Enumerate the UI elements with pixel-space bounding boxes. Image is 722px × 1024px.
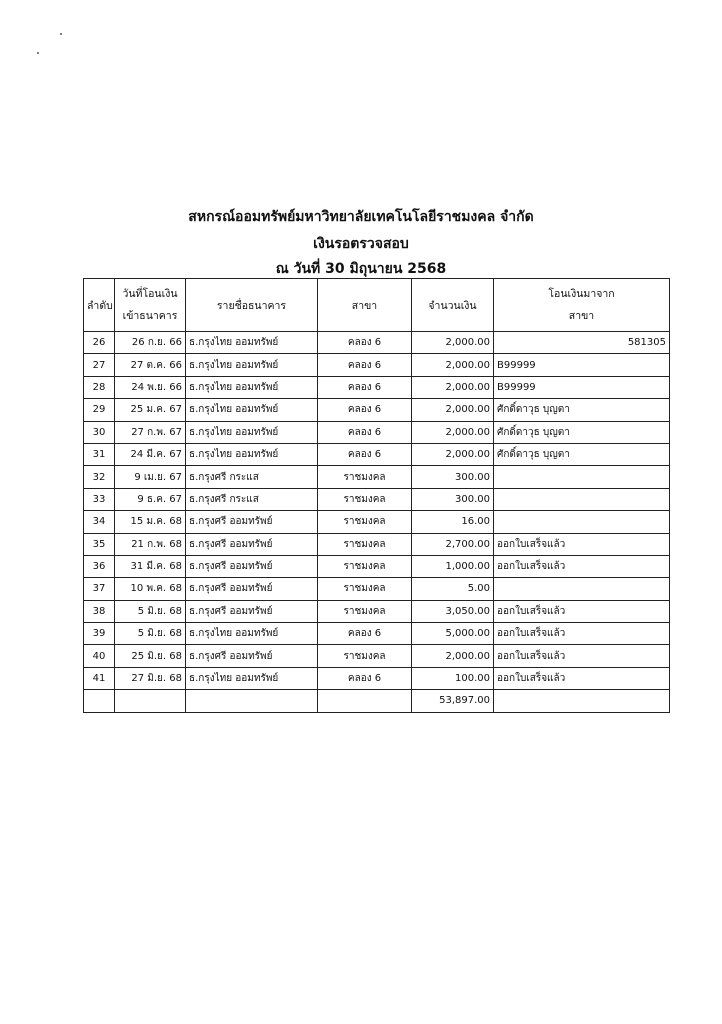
transfer-date-cell: 26 ก.ย. 66 [115, 332, 186, 354]
table-row [84, 421, 670, 443]
table-row [84, 600, 670, 622]
branch-cell: คลอง 6 [318, 354, 412, 376]
bank-name-cell: ธ.กรุงไทย ออมทรัพย์ [186, 443, 318, 465]
total-empty-cell [84, 690, 115, 712]
source-cell: B99999 [494, 354, 670, 376]
total-empty-cell [494, 690, 670, 712]
source-cell: ออกใบเสร็จแล้ว [494, 555, 670, 577]
bank-name-cell: ธ.กรุงศรี ออมทรัพย์ [186, 555, 318, 577]
amount-cell: 300.00 [412, 488, 494, 510]
row-number-cell: 32 [84, 466, 115, 488]
branch-cell: ราชมงคล [318, 511, 412, 533]
amount-cell: 2,000.00 [412, 421, 494, 443]
scan-speck [60, 33, 62, 35]
table-row [84, 555, 670, 577]
table-row [84, 466, 670, 488]
table-row [84, 645, 670, 667]
row-number-cell: 36 [84, 555, 115, 577]
amount-cell: 16.00 [412, 511, 494, 533]
amount-cell: 2,700.00 [412, 533, 494, 555]
table-row [84, 578, 670, 600]
source-cell: ศักดิ์ดาวุธ บุญตา [494, 443, 670, 465]
row-number-cell: 38 [84, 600, 115, 622]
source-cell: B99999 [494, 376, 670, 398]
total-empty-cell [186, 690, 318, 712]
header-source: โอนเงินมาจาก สาขา [494, 279, 670, 332]
source-cell: ออกใบเสร็จแล้ว [494, 600, 670, 622]
header-bank: รายชื่อธนาคาร [186, 279, 318, 332]
transfer-date-cell: 15 ม.ค. 68 [115, 511, 186, 533]
transfer-date-cell: 10 พ.ค. 68 [115, 578, 186, 600]
row-number-cell: 41 [84, 667, 115, 689]
branch-cell: ราชมงคล [318, 645, 412, 667]
transfer-date-cell: 5 มิ.ย. 68 [115, 600, 186, 622]
source-cell: 581305 [494, 332, 670, 354]
bank-name-cell: ธ.กรุงไทย ออมทรัพย์ [186, 332, 318, 354]
table-header-row [84, 279, 670, 332]
table-row [84, 354, 670, 376]
table-row [84, 533, 670, 555]
table-row [84, 488, 670, 510]
transfer-date-cell: 21 ก.พ. 68 [115, 533, 186, 555]
amount-cell: 2,000.00 [412, 399, 494, 421]
branch-cell: คลอง 6 [318, 399, 412, 421]
table-row [84, 667, 670, 689]
amount-cell: 2,000.00 [412, 645, 494, 667]
source-cell [494, 488, 670, 510]
branch-cell: ราชมงคล [318, 578, 412, 600]
branch-cell: ราชมงคล [318, 466, 412, 488]
table-row [84, 623, 670, 645]
document-subtitle: เงินรอตรวจสอบ [313, 236, 409, 252]
bank-name-cell: ธ.กรุงไทย ออมทรัพย์ [186, 354, 318, 376]
bank-name-cell: ธ.กรุงศรี ออมทรัพย์ [186, 533, 318, 555]
transfer-date-cell: 27 ต.ค. 66 [115, 354, 186, 376]
header-date: วันที่โอนเงิน เข้าธนาคาร [115, 279, 186, 332]
source-cell: ศักดิ์ดาวุธ บุญตา [494, 399, 670, 421]
branch-cell: คลอง 6 [318, 623, 412, 645]
bank-name-cell: ธ.กรุงศรี กระแส [186, 488, 318, 510]
amount-cell: 1,000.00 [412, 555, 494, 577]
document-title: สหกรณ์ออมทรัพย์มหาวิทยาลัยเทคโนโลยีราชมงคล จำกัด [188, 209, 534, 225]
transfer-date-cell: 25 มิ.ย. 68 [115, 645, 186, 667]
transfer-date-cell: 9 เม.ย. 67 [115, 466, 186, 488]
source-cell: ออกใบเสร็จแล้ว [494, 645, 670, 667]
bank-name-cell: ธ.กรุงศรี กระแส [186, 466, 318, 488]
transfer-date-cell: 24 มี.ค. 67 [115, 443, 186, 465]
row-number-cell: 33 [84, 488, 115, 510]
transfer-date-cell: 27 มิ.ย. 68 [115, 667, 186, 689]
amount-cell: 3,050.00 [412, 600, 494, 622]
row-number-cell: 28 [84, 376, 115, 398]
branch-cell: ราชมงคล [318, 488, 412, 510]
transfer-date-cell: 27 ก.พ. 67 [115, 421, 186, 443]
document-date: ณ วันที่ 30 มิถุนายน 2568 [275, 261, 447, 277]
transfer-date-cell: 24 พ.ย. 66 [115, 376, 186, 398]
amount-cell: 5.00 [412, 578, 494, 600]
branch-cell: คลอง 6 [318, 376, 412, 398]
row-number-cell: 39 [84, 623, 115, 645]
table-row [84, 511, 670, 533]
pending-funds-table [83, 278, 670, 713]
branch-cell: คลอง 6 [318, 421, 412, 443]
row-number-cell: 40 [84, 645, 115, 667]
branch-cell: ราชมงคล [318, 533, 412, 555]
total-empty-cell [318, 690, 412, 712]
branch-cell: คลอง 6 [318, 332, 412, 354]
bank-name-cell: ธ.กรุงไทย ออมทรัพย์ [186, 667, 318, 689]
row-number-cell: 27 [84, 354, 115, 376]
table-row [84, 443, 670, 465]
branch-cell: คลอง 6 [318, 443, 412, 465]
amount-cell: 2,000.00 [412, 443, 494, 465]
bank-name-cell: ธ.กรุงไทย ออมทรัพย์ [186, 376, 318, 398]
row-number-cell: 37 [84, 578, 115, 600]
bank-name-cell: ธ.กรุงศรี ออมทรัพย์ [186, 511, 318, 533]
transfer-date-cell: 31 มี.ค. 68 [115, 555, 186, 577]
row-number-cell: 34 [84, 511, 115, 533]
source-cell [494, 466, 670, 488]
row-number-cell: 30 [84, 421, 115, 443]
total-row [84, 690, 670, 712]
source-cell: ออกใบเสร็จแล้ว [494, 623, 670, 645]
bank-name-cell: ธ.กรุงศรี ออมทรัพย์ [186, 645, 318, 667]
total-amount: 53,897.00 [412, 690, 494, 712]
amount-cell: 100.00 [412, 667, 494, 689]
amount-cell: 2,000.00 [412, 354, 494, 376]
branch-cell: คลอง 6 [318, 667, 412, 689]
amount-cell: 2,000.00 [412, 332, 494, 354]
branch-cell: ราชมงคล [318, 600, 412, 622]
transfer-date-cell: 9 ธ.ค. 67 [115, 488, 186, 510]
total-empty-cell [115, 690, 186, 712]
table-row [84, 399, 670, 421]
transfer-date-cell: 5 มิ.ย. 68 [115, 623, 186, 645]
table-row [84, 332, 670, 354]
branch-cell: ราชมงคล [318, 555, 412, 577]
table-row [84, 376, 670, 398]
row-number-cell: 31 [84, 443, 115, 465]
bank-name-cell: ธ.กรุงศรี ออมทรัพย์ [186, 600, 318, 622]
source-cell: ออกใบเสร็จแล้ว [494, 533, 670, 555]
header-amount: จำนวนเงิน [412, 279, 494, 332]
bank-name-cell: ธ.กรุงศรี ออมทรัพย์ [186, 578, 318, 600]
amount-cell: 2,000.00 [412, 376, 494, 398]
source-cell [494, 578, 670, 600]
row-number-cell: 29 [84, 399, 115, 421]
bank-name-cell: ธ.กรุงไทย ออมทรัพย์ [186, 623, 318, 645]
scan-speck [37, 52, 39, 54]
source-cell: ศักดิ์ดาวุธ บุญตา [494, 421, 670, 443]
bank-name-cell: ธ.กรุงไทย ออมทรัพย์ [186, 421, 318, 443]
header-branch: สาขา [318, 279, 412, 332]
amount-cell: 5,000.00 [412, 623, 494, 645]
row-number-cell: 26 [84, 332, 115, 354]
source-cell: ออกใบเสร็จแล้ว [494, 667, 670, 689]
row-number-cell: 35 [84, 533, 115, 555]
transfer-date-cell: 25 ม.ค. 67 [115, 399, 186, 421]
bank-name-cell: ธ.กรุงไทย ออมทรัพย์ [186, 399, 318, 421]
header-no: ลำดับ [84, 279, 115, 332]
source-cell [494, 511, 670, 533]
amount-cell: 300.00 [412, 466, 494, 488]
